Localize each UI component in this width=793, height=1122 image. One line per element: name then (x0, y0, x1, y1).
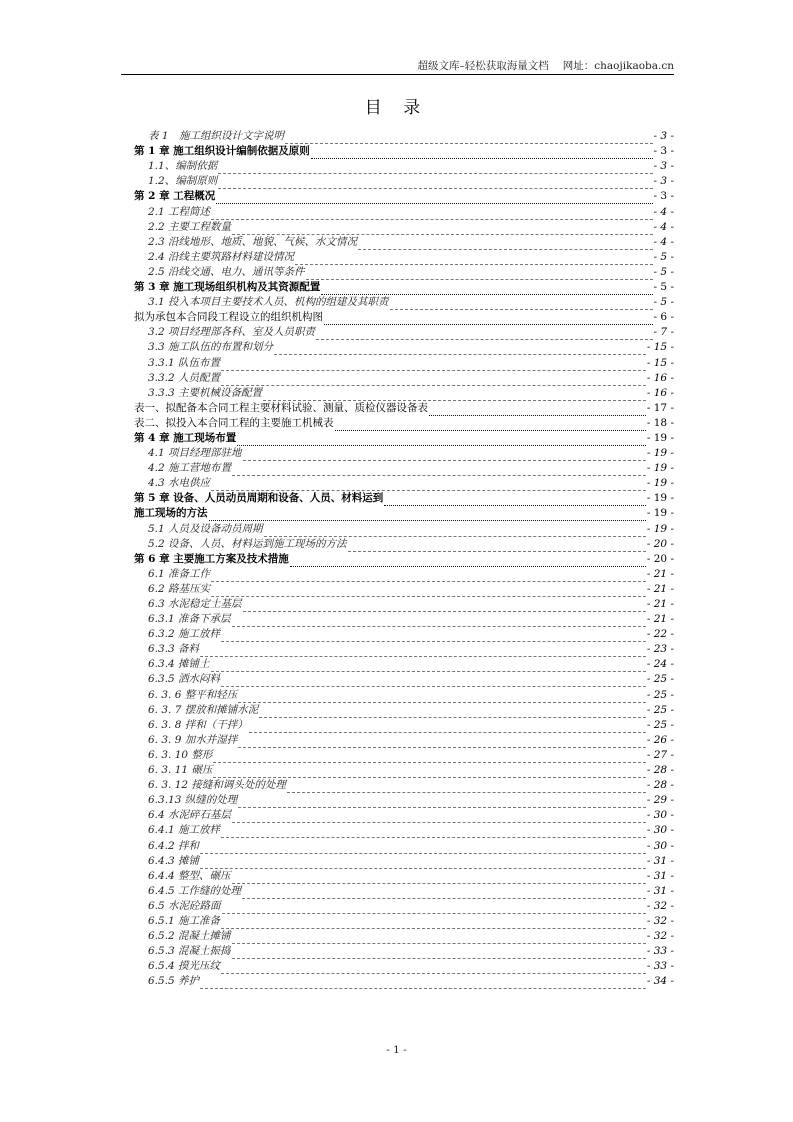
toc-entry-page: - 31 - (646, 869, 674, 882)
toc-entry[interactable] (134, 597, 674, 612)
dot-leader (221, 962, 646, 974)
toc-entry[interactable] (134, 642, 674, 657)
dot-leader (232, 615, 646, 627)
dot-leader (209, 509, 646, 521)
toc-entry-page: - 21 - (646, 598, 674, 610)
toc-entry-page: - 20 - (646, 537, 674, 550)
toc-entry-label: 6.5.1 施工准备 (148, 914, 221, 927)
toc-entry-label: 表 1 施工组织设计文字说明 (148, 130, 285, 143)
toc-entry-label: 拟为承包本合同段工程设立的组织机构图 (134, 311, 323, 324)
toc-entry-page: - 32 - (646, 899, 674, 912)
dot-leader (384, 494, 646, 506)
toc-entry-page: - 5 - (653, 250, 674, 263)
toc-entry-label: 3.1 投入本项目主要技术人员、机构的组建及其职责 (148, 296, 389, 309)
toc-entry-page: - 4 - (653, 205, 674, 218)
toc-entry[interactable] (134, 204, 674, 219)
toc-entry-label: 4.2 施工营地布置 (148, 462, 232, 475)
toc-entry-page: - 19 - (646, 431, 674, 444)
toc-entry[interactable] (134, 823, 674, 838)
toc-entry-page: - 20 - (646, 552, 674, 565)
toc-entry[interactable] (134, 295, 674, 310)
toc-entry[interactable] (134, 537, 674, 552)
toc-entry[interactable] (134, 929, 674, 944)
toc-entry[interactable] (134, 869, 674, 884)
toc-entry-label: 5.2 设备、人员、材料运到施工现场的方法 (148, 537, 347, 550)
dot-leader (358, 238, 653, 250)
toc-entry[interactable] (134, 838, 674, 853)
toc-entry-page: - 5 - (653, 296, 674, 309)
toc-entry-label: 表一、拟配备本合同工程主要材料试验、测量、质检仪器设备表 (134, 401, 428, 414)
toc-entry[interactable] (134, 189, 674, 204)
toc-entry[interactable] (134, 944, 674, 959)
toc-entry[interactable] (134, 733, 674, 748)
toc-entry-page: - 25 - (646, 718, 674, 731)
toc-entry-label: 6. 3. 6 整平和轻压 (148, 688, 238, 701)
toc-entry-label: 1.2、编制原则 (148, 175, 218, 188)
toc-entry[interactable] (134, 718, 674, 733)
toc-entry-label: 2.2 主要工程数量 (148, 220, 232, 233)
toc-entry-page: - 24 - (646, 658, 674, 671)
toc-entry-page: - 27 - (646, 748, 674, 761)
toc-entry-page: - 19 - (646, 447, 674, 460)
dot-leader (390, 298, 653, 310)
header-url-text: 网址：chaojikaoba.cn (562, 60, 674, 72)
toc-entry-page: - 19 - (646, 507, 674, 520)
dot-leader (221, 359, 646, 371)
dot-leader (200, 977, 646, 989)
toc-entry-page: - 31 - (646, 884, 674, 897)
dot-leader (290, 555, 646, 567)
toc-entry-label: 6.3.13 纵缝的处理 (148, 794, 238, 807)
toc-entry-page: - 29 - (646, 794, 674, 807)
dot-leader (264, 525, 646, 537)
toc-entry[interactable] (134, 808, 674, 823)
toc-entry[interactable] (134, 340, 674, 355)
toc-entry-page: - 33 - (646, 945, 674, 958)
toc-entry[interactable] (134, 778, 674, 793)
dot-leader (232, 947, 646, 959)
dot-leader (238, 736, 646, 748)
toc-entry-label: 6.5.5 养护 (148, 975, 200, 988)
toc-entry-label: 6.4.1 施工放样 (148, 824, 221, 837)
dot-leader (295, 253, 653, 265)
toc-entry-page: - 3 - (653, 190, 674, 203)
toc-entry-label: 第 3 章 施工现场组织机构及其资源配置 (134, 281, 321, 294)
dot-leader (263, 389, 646, 401)
toc-entry-page: - 18 - (646, 416, 674, 429)
toc-entry[interactable] (134, 159, 674, 174)
toc-entry-page: - 19 - (646, 462, 674, 475)
toc-entry[interactable] (134, 959, 674, 974)
dot-leader (237, 434, 646, 446)
toc-entry[interactable] (134, 748, 674, 763)
toc-entry-page: - 3 - (653, 130, 674, 143)
toc-entry[interactable] (134, 401, 674, 416)
dot-leader (232, 223, 653, 235)
dot-leader (232, 811, 646, 823)
toc-entry[interactable] (134, 899, 674, 914)
toc-entry-label: 第 1 章 施工组织设计编制依据及原则 (134, 145, 310, 158)
toc-entry-page: - 25 - (646, 703, 674, 716)
toc-entry-page: - 19 - (646, 522, 674, 535)
dot-leader (274, 343, 646, 355)
toc-entry-label: 3.3.3 主要机械设备配置 (148, 386, 263, 399)
toc-entry-page: - 7 - (653, 326, 674, 339)
toc-entry-label: 6.2 路基压实 (148, 582, 211, 595)
toc-entry[interactable] (134, 582, 674, 597)
toc-entry-label: 6.3.5 洒水闷料 (148, 673, 221, 686)
toc-entry[interactable] (134, 416, 674, 431)
toc-entry-page: - 4 - (653, 235, 674, 248)
dot-leader (218, 177, 652, 189)
page-number: - 1 - (386, 1044, 407, 1056)
toc-entry-page: - 30 - (646, 824, 674, 837)
dot-leader (211, 208, 653, 220)
dot-leader (221, 917, 646, 929)
dot-leader (232, 932, 646, 944)
toc-entry[interactable] (134, 129, 674, 144)
dot-leader (222, 902, 646, 914)
toc-entry[interactable] (134, 250, 674, 265)
toc-entry-page: - 31 - (646, 854, 674, 867)
toc-entry-label: 6.5 水泥砼路面 (148, 899, 221, 912)
dot-leader (200, 857, 646, 869)
toc-entry[interactable] (134, 310, 674, 325)
dot-leader (200, 645, 646, 657)
toc-entry-label: 2.5 沿线交通、电力、通讯等条件 (148, 265, 305, 278)
toc-entry-label: 6. 3. 10 整形 (148, 748, 213, 761)
toc-entry[interactable] (134, 265, 674, 280)
toc-entry-label: 6.3.1 准备下承层 (148, 613, 231, 626)
toc-entry[interactable] (134, 446, 674, 461)
toc-entry[interactable] (134, 687, 674, 702)
toc-entry[interactable] (134, 174, 674, 189)
toc-entry[interactable] (134, 461, 674, 476)
toc-entry-label: 6. 3. 11 碾压 (148, 764, 213, 777)
toc-entry-label: 第 2 章 工程概况 (134, 190, 216, 203)
toc-entry-label: 6.1 准备工作 (148, 567, 211, 580)
dot-leader (243, 600, 646, 612)
dot-leader (211, 660, 646, 672)
dot-leader (211, 570, 646, 582)
toc-entry-page: - 34 - (646, 975, 674, 988)
toc-entry-label: 6. 3. 9 加水并湿拌 (148, 733, 238, 746)
toc-entry[interactable] (134, 914, 674, 929)
dot-leader (316, 328, 653, 340)
toc-entry-page: - 30 - (646, 809, 674, 822)
toc-entry[interactable] (134, 627, 674, 642)
toc-entry-label: 施工现场的方法 (134, 507, 208, 520)
toc-entry-page: - 3 - (653, 160, 674, 173)
toc-entry[interactable] (134, 612, 674, 627)
dot-leader (285, 132, 653, 144)
header-site-text: 超级文库–轻松获取海量文档 (417, 60, 549, 72)
toc-entry-label: 6.5.3 混凝土振捣 (148, 945, 231, 958)
toc-entry[interactable] (134, 672, 674, 687)
toc-entry-page: - 17 - (646, 401, 674, 414)
toc-entry-page: - 32 - (646, 930, 674, 943)
dot-leader (213, 751, 645, 763)
toc-entry-label: 4.3 水电供应 (148, 477, 211, 490)
toc-entry[interactable] (134, 325, 674, 340)
dot-leader (221, 374, 646, 386)
dot-leader (321, 283, 652, 295)
dot-leader (216, 192, 652, 204)
toc-entry[interactable] (134, 552, 674, 567)
toc-entry[interactable] (134, 763, 674, 778)
toc-entry-label: 6.4.2 拌和 (148, 839, 200, 852)
dot-leader (311, 147, 653, 159)
toc-entry-label: 6.3 水泥稳定土基层 (148, 598, 242, 610)
toc-entry-page: - 16 - (646, 386, 674, 399)
toc-entry[interactable] (134, 220, 674, 235)
dot-leader (221, 675, 646, 687)
dot-leader (211, 479, 646, 491)
toc-entry-label: 6.4 水泥碎石基层 (148, 809, 232, 822)
toc-entry-label: 6.5.2 混凝土摊铺 (148, 930, 231, 943)
dot-leader (221, 630, 646, 642)
dot-leader (238, 691, 646, 703)
toc-entry-label: 6.3.3 备料 (148, 643, 200, 656)
toc-entry-page: - 21 - (646, 582, 674, 595)
dot-leader (232, 872, 646, 884)
toc-entry-page: - 15 - (646, 356, 674, 369)
toc-entry[interactable] (134, 854, 674, 869)
toc-entry-label: 6.3.2 施工放样 (148, 628, 221, 641)
toc-entry-page: - 19 - (646, 492, 674, 505)
toc-entry-label: 3.3.2 人员配置 (148, 371, 221, 384)
toc-entry[interactable] (134, 355, 674, 370)
dot-leader (242, 887, 646, 899)
toc-entry[interactable] (134, 521, 674, 536)
toc-entry-label: 6. 3. 7 摆放和摊铺水泥 (148, 703, 259, 716)
dot-leader (218, 162, 652, 174)
dot-leader (200, 842, 646, 854)
toc-entry-label: 6.4.5 工作缝的处理 (148, 884, 242, 897)
toc-title: 目 录 (364, 98, 429, 118)
toc-entry-page: - 28 - (646, 779, 674, 792)
toc-entry-page: - 3 - (653, 145, 674, 158)
dot-leader (213, 766, 645, 778)
dot-leader (429, 404, 646, 416)
toc-entry-page: - 5 - (653, 265, 674, 278)
toc-entry-label: 4.1 项目经理部驻地 (148, 447, 242, 460)
toc-entry-page: - 25 - (646, 688, 674, 701)
toc-entry-page: - 25 - (646, 673, 674, 686)
dot-leader (348, 540, 646, 552)
toc-entry-page: - 15 - (646, 341, 674, 354)
toc-entry-label: 2.1 工程简述 (148, 205, 211, 218)
dot-leader (249, 721, 646, 733)
toc-entry[interactable] (134, 144, 674, 159)
dot-leader (221, 826, 646, 838)
page-header (121, 57, 674, 75)
dot-leader (238, 796, 646, 808)
toc-entry-label: 第 5 章 设备、人员动员周期和设备、人员、材料运到 (134, 492, 384, 505)
toc-entry-page: - 32 - (646, 914, 674, 927)
toc-entry-label: 3.3.1 队伍布置 (148, 356, 221, 369)
toc-entry[interactable] (134, 431, 674, 446)
toc-entry-page: - 28 - (646, 764, 674, 777)
toc-entry[interactable] (134, 703, 674, 718)
toc-entry-page: - 21 - (646, 613, 674, 626)
dot-leader (324, 313, 653, 325)
table-of-contents (134, 129, 674, 989)
toc-entry-page: - 22 - (646, 628, 674, 641)
toc-entry-label: 6.4.4 整型、碾压 (148, 869, 231, 882)
toc-entry-page: - 23 - (646, 643, 674, 656)
toc-entry[interactable] (134, 506, 674, 521)
toc-entry-page: - 4 - (653, 220, 674, 233)
dot-leader (232, 464, 646, 476)
toc-entry[interactable] (134, 884, 674, 899)
toc-entry[interactable] (134, 793, 674, 808)
toc-entry[interactable] (134, 476, 674, 491)
toc-entry-label: 6.5.4 摸光压纹 (148, 960, 221, 973)
dot-leader (306, 268, 653, 280)
toc-entry-label: 第 4 章 施工现场布置 (134, 431, 237, 444)
toc-entry-page: - 6 - (653, 311, 674, 324)
toc-entry[interactable] (134, 371, 674, 386)
toc-entry[interactable] (134, 491, 674, 506)
dot-leader (335, 419, 646, 431)
toc-entry-page: - 3 - (653, 175, 674, 188)
dot-leader (243, 449, 646, 461)
toc-entry[interactable] (134, 235, 674, 250)
toc-entry-label: 表二、拟投入本合同工程的主要施工机械表 (134, 416, 334, 429)
dot-leader (287, 781, 646, 793)
dot-leader (259, 706, 646, 718)
toc-entry-page: - 21 - (646, 567, 674, 580)
toc-entry-page: - 30 - (646, 839, 674, 852)
toc-entry[interactable] (134, 657, 674, 672)
toc-entry-page: - 5 - (653, 281, 674, 294)
header-divider (121, 74, 674, 75)
toc-entry-label: 2.3 沿线地形、地质、地貌、气候、水文情况 (148, 235, 358, 248)
toc-entry-label: 6.4.3 摊铺 (148, 854, 200, 867)
toc-entry-page: - 16 - (646, 371, 674, 384)
toc-entry-label: 6. 3. 12 接缝和调头处的处理 (148, 779, 286, 792)
toc-entry-label: 2.4 沿线主要筑路材料建设情况 (148, 250, 295, 263)
dot-leader (211, 585, 646, 597)
toc-entry[interactable] (134, 567, 674, 582)
toc-entry-label: 5.1 人员及设备动员周期 (148, 522, 263, 535)
toc-entry-label: 6.3.4 摊铺土 (148, 658, 210, 671)
toc-entry-label: 6. 3. 8 拌和（干拌） (148, 718, 248, 731)
toc-entry-label: 第 6 章 主要施工方案及技术措施 (134, 552, 289, 565)
toc-entry[interactable] (134, 386, 674, 401)
toc-entry-page: - 33 - (646, 960, 674, 973)
toc-entry-page: - 19 - (646, 477, 674, 490)
toc-entry[interactable] (134, 974, 674, 989)
toc-entry[interactable] (134, 280, 674, 295)
toc-entry-page: - 26 - (646, 733, 674, 746)
toc-entry-label: 1.1、编制依据 (148, 160, 218, 173)
toc-entry-label: 3.3 施工队伍的布置和划分 (148, 341, 274, 354)
toc-entry-label: 3.2 项目经理部各科、室及人员职责 (148, 326, 316, 339)
